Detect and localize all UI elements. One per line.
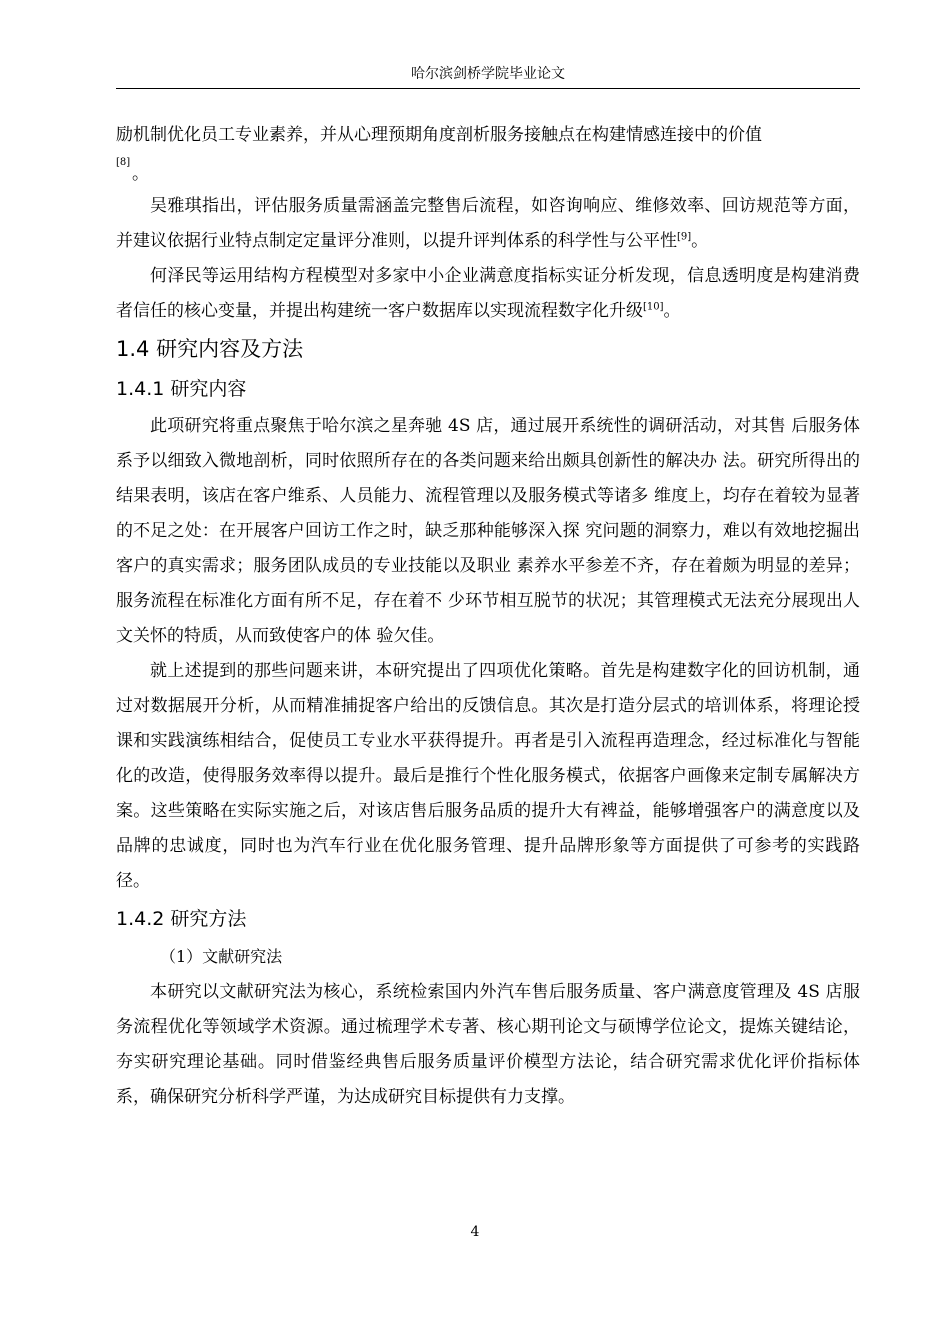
citation-ref: [9] (677, 231, 692, 243)
paragraph-research-content-2: 就上述提到的那些问题来讲，本研究提出了四项优化策略。首先是构建数字化的回访机制，通过对数据展开分析，从而精准捕捉客户给出的反馈信息。其次是打造分层式的培训体系，将理论授课和实践演练相结合，促使员工专业水平获得提升。再者是引入流程再造理念，经过标准化与智能化的改造，使得服务效率得以提升。最后是推行个性化服务模式，依据客户画像来定制专属解决方案。这些策略在实际实施之后，对该店售后服务品质的提升大有裨益，能够增强客户的满意度以及品牌的忠诚度，同时也为汽车行业在优化服务管理、提升品牌形象等方面提供了可参考的实践路径。 (116, 661, 860, 891)
subheading-literature-method: （1）文献研究法 (160, 947, 283, 966)
section-heading-1-4-2: 1.4.2 研究方法 (116, 908, 247, 930)
page-number: 4 (470, 1224, 480, 1240)
section-heading-1-4-1: 1.4.1 研究内容 (116, 378, 247, 400)
paragraph-end: 。 (691, 231, 709, 251)
paragraph-text: 励机制优化员工专业素养，并从心理预期角度剖析服务接触点在构建情感连接中的价值 (116, 125, 762, 145)
paragraph-wu-yaqi (116, 189, 860, 259)
paragraph-literature-method: 本研究以文献研究法为核心，系统检索国内外汽车售后服务质量、客户满意度管理及 4S 店服务流程优化等领域学术资源。通过梳理学术专著、核心期刊论文与硕博学位论文，提炼关键结论，夯实研究理论基础。同时借鉴经典售后服务质量评价模型方法论，结合研究需求优化评价指标体系，确保研究分析科学严谨，为达成研究目标提供有力支撑。 (116, 982, 860, 1107)
paragraph-he-zemin (116, 259, 860, 329)
citation-ref: [8] (116, 157, 131, 168)
page-header: 哈尔滨剑桥学院毕业论文 (411, 66, 565, 82)
paragraph-research-content-1: 此项研究将重点聚焦于哈尔滨之星奔驰 4S 店，通过展开系统性的调研活动，对其售 后服务体系予以细致入微地剖析，同时依照所存在的各类问题来给出颇具创新性的解决办 法。研究所得出的结果表明，该店在客户维系、人员能力、流程管理以及服务模式等诸多 维度上，均存在着较为显著的不足之处：在开展客户回访工作之时，缺乏那种能够深入探 究问题的洞察力，难以有效地挖掘出客户的真实需求；服务团队成员的专业技能以及职业 素养水平参差不齐，存在着颇为明显的差异；服务流程在标准化方面有所不足，存在着不 少环节相互脱节的状况；其管理模式无法充分展现出人文关怀的特质，从而致使客户的体 验欠佳。 (116, 416, 860, 646)
paragraph-end: 。 (132, 164, 149, 184)
section-heading-1-4: 1.4 研究内容及方法 (116, 337, 304, 361)
reference-line (116, 153, 860, 189)
paragraph-continuation (116, 118, 860, 153)
page-body (116, 118, 860, 1115)
citation-ref: [10] (643, 301, 664, 313)
paragraph-end: 。 (663, 301, 681, 321)
header-rule (116, 88, 860, 89)
paragraph-text: 吴雅琪指出，评估服务质量需涵盖完整售后流程，如咨询响应、维修效率、回访规范等方面，并建议依据行业特点制定定量评分准则，以提升评判体系的科学性与公平性 (116, 196, 860, 251)
paragraph-text: 何泽民等运用结构方程模型对多家中小企业满意度指标实证分析发现，信息透明度是构建消费者信任的核心变量，并提出构建统一客户数据库以实现流程数字化升级 (116, 266, 860, 321)
